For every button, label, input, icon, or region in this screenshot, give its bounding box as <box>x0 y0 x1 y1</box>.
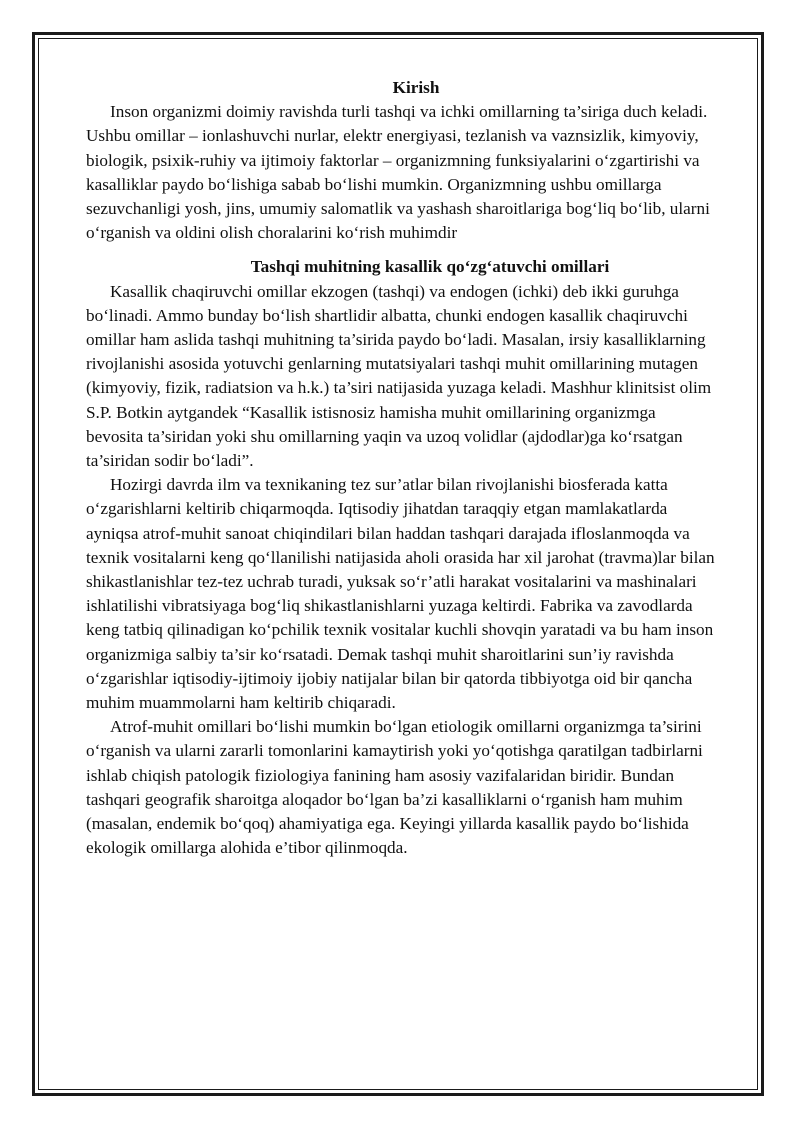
body-paragraph-3: Atrof-muhit omillari bo‘lishi mumkin bo‘lgan etiologik omillarni organizmga ta’sirini o‘rganish va ularni zararli tomonlarini kamaytirish yoki yo‘qotishga qaratilgan tadbirlarni ishlab chiqish patologik fiziologiya fanining ham asosiy vazifalaridan biridir. Bundan tashqari geografik sharoitga aloqador bo‘lgan ba’zi kasalliklarni o‘rganish ham muhim (masalan, endemik bo‘qoq) ahamiyatiga ega. Keyingi yillarda kasallik paydo bo‘lishida ekologik omillarga alohida e’tibor qilinmoqda. <box>86 717 703 858</box>
body-paragraph-2: Hozirgi davrda ilm va texnikaning tez sur’atlar bilan rivojlanishi biosferada katta o‘zgarishlarni keltirib chiqarmoqda. Iqtisodiy jihatdan taraqqiy etgan mamlakatlarda ayniqsa atrof-muhit sanoat chiqindilari bilan haddan tashqari darajada ifloslanmoqda va texnik vositalarni keng qo‘llanilishi natijasida aholi orasida har xil jarohat (travma)lar bilan shikastlanishlar tez-tez uchrab turadi, yuksak so‘r’atli harakat vositalarini va mashinalari ishlatilishi vibratsiyaga bog‘liq shikastlanishlarni yuzaga keltirdi. Fabrika va zavodlarda keng tatbiq qilinadigan ko‘pchilik texnik vositalar kuchli shovqin yaratadi va bu ham inson organizmiga salbiy ta’sir ko‘rsatadi. Demak tashqi muhit sharoitlarini sun’iy ravishda o‘zgarishlar iqtisodiy-ijtimoiy ijobiy natijalar bilan bir qatorda tibbiyotga oid bir qancha muhim muammolarni ham keltirib chiqaradi. <box>86 475 715 713</box>
section-heading: Tashqi muhitning kasallik qo‘zg‘atuvchi omillari <box>250 257 610 277</box>
document-body <box>86 76 716 861</box>
page-title: Kirish <box>392 78 440 97</box>
body-paragraph-1: Kasallik chaqiruvchi omillar ekzogen (tashqi) va endogen (ichki) deb ikki guruhga bo‘linadi. Ammo bunday bo‘lish shartlidir albatta, chunki endogen kasallik chaqiruvchi omillar ham aslida tashqi muhitning ta’sirida paydo bo‘ladi. Masalan, irsiy kasalliklarning rivojlanishi asosida yotuvchi genlarning mutatsiyalari tashqi muhit omillarining mutagen (kimyoviy, fizik, radiatsion va h.k.) ta’siri natijasida yuzaga keladi. Mashhur klinitsist olim S.P. Botkin aytgandek “Kasallik istisnosiz hamisha muhit omillarining organizmga bevosita ta’siridan yoki shu omillarning yaqin va uzoq volidlar (ajdodlar)ga ko‘rsatgan ta’siridan sodir bo‘ladi”. <box>86 281 712 471</box>
intro-paragraph: Inson organizmi doimiy ravishda turli tashqi va ichki omillarning ta’siriga duch keladi. Ushbu omillar – ionlashuvchi nurlar, elektr energiyasi, tezlanish va vaznsizlik, kimyoviy, biologik, psixik-ruhiy va ijtimoiy faktorlar – organizmning funksiyalarini o‘zgartirishi va kasalliklar paydo bo‘lishiga sabab bo‘lishi mumkin. Organizmning ushbu omillarga sezuvchanligi yosh, jins, umumiy salomatlik va yashash sharoitlariga bog‘liq bo‘lib, ularni o‘rganish va oldini olish choralarini ko‘rish muhimdir <box>86 102 710 243</box>
